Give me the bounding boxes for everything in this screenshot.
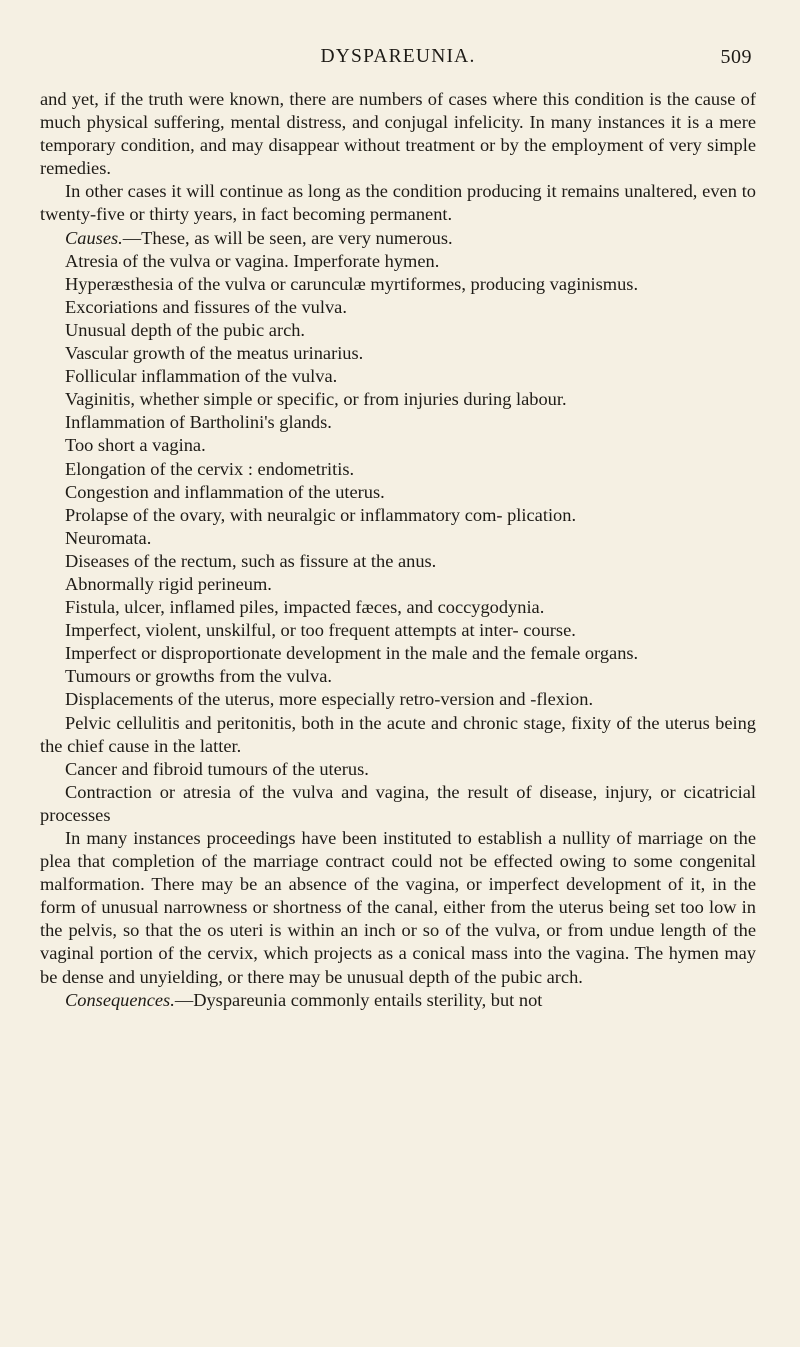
page-number: 509 bbox=[720, 46, 752, 68]
list-item: Prolapse of the ovary, with neuralgic or inflammatory com- plication. bbox=[65, 504, 577, 525]
list-item: Too short a vagina. bbox=[65, 435, 206, 456]
list-item: Excoriations and fissures of the vulva. bbox=[65, 296, 347, 317]
list-item: Imperfect or disproportionate development in the male and the female organs. bbox=[65, 643, 639, 664]
list-item: Fistula, ulcer, inflamed piles, impacted fæces, and coccygodynia. bbox=[65, 597, 545, 618]
paragraph: In many instances proceedings have been instituted to establish a nullity of marriage on the plea that completion of the marriage contract could not be effected owing to some congenital malformation. There may be an absence of the vagina, or imperfect development of it, in the form of unusual narrowness or shortness of the canal, either from the uterus being set too low in the pelvis, so that the os uteri is within an inch or so of the vulva, or from undue length of the vaginal portion of the cervix, which projects as a conical mass into the vagina. The hymen may be dense and unyielding, or there may be unusual depth of the pubic arch. bbox=[40, 828, 756, 987]
list-item: Displacements of the uterus, more especially retro-version and -flexion. bbox=[65, 689, 594, 710]
section-lead: Causes. bbox=[65, 227, 123, 248]
list-item: Diseases of the rectum, such as fissure at the anus. bbox=[65, 550, 437, 571]
list-item: Cancer and fibroid tumours of the uterus. bbox=[65, 758, 369, 779]
list-item: Contraction or atresia of the vulva and vagina, the result of disease, injury, or cicatricial processes bbox=[40, 781, 756, 825]
list-item: Vaginitis, whether simple or specific, or from injuries during labour. bbox=[65, 389, 567, 410]
list-item: Follicular inflammation of the vulva. bbox=[65, 366, 338, 387]
running-head bbox=[40, 46, 756, 80]
list-item: Atresia of the vulva or vagina. Imperforate hymen. bbox=[65, 250, 440, 271]
list-item: Pelvic cellulitis and peritonitis, both in the acute and chronic stage, fixity of the uterus being the chief cause in the latter. bbox=[40, 712, 756, 756]
section-lead: Consequences. bbox=[65, 989, 175, 1010]
list-item: Hyperæsthesia of the vulva or carunculæ myrtiformes, producing vaginismus. bbox=[65, 273, 639, 294]
list-item: Congestion and inflammation of the uterus. bbox=[65, 481, 385, 502]
list-item: Inflammation of Bartholini's glands. bbox=[65, 412, 332, 433]
running-title: DYSPAREUNIA. bbox=[320, 46, 476, 67]
paragraph: and yet, if the truth were known, there are numbers of cases where this condition is the cause of much physical suffering, mental distress, and conjugal infelicity. In many instances it is a mere temporary condition, and may disappear without treatment or by the employment of very simple remedies. bbox=[40, 89, 756, 179]
list-item: Unusual depth of the pubic arch. bbox=[65, 319, 306, 340]
list-item: Neuromata. bbox=[65, 527, 152, 548]
paragraph: Consequences.—Dyspareunia commonly entails sterility, but not bbox=[65, 989, 543, 1010]
paragraph: Causes.—These, as will be seen, are very numerous. bbox=[65, 227, 453, 248]
list-item: Tumours or growths from the vulva. bbox=[65, 666, 332, 687]
list-item: Imperfect, violent, unskilful, or too frequent attempts at inter- course. bbox=[65, 620, 576, 641]
body-text bbox=[40, 88, 756, 1012]
list-item: Vascular growth of the meatus urinarius. bbox=[65, 343, 364, 364]
paragraph: In other cases it will continue as long as the condition producing it remains unaltered, even to twenty-five or thirty years, in fact becoming permanent. bbox=[40, 181, 756, 225]
list-item: Elongation of the cervix : endometritis. bbox=[65, 458, 355, 479]
list-item: Abnormally rigid perineum. bbox=[65, 573, 272, 594]
